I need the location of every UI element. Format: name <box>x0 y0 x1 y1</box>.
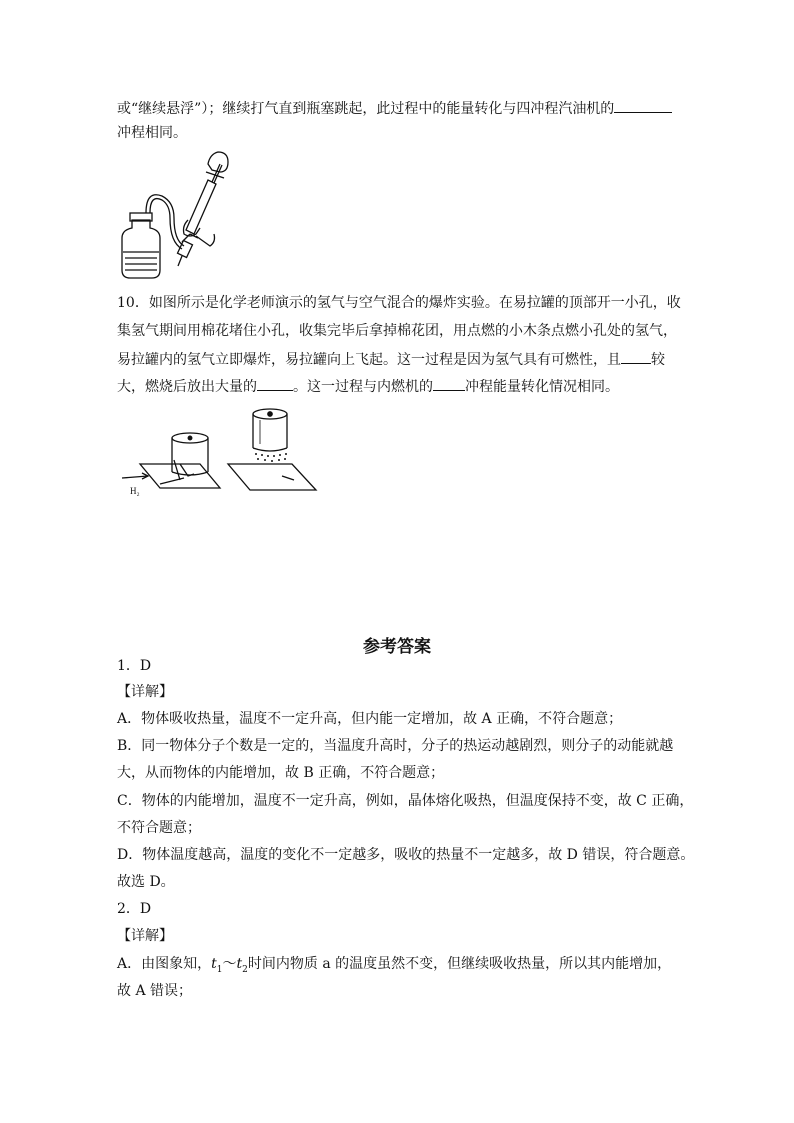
answer-text: ～ <box>222 956 237 972</box>
q10-line-2: 集氢气期间用棉花堵住小孔，收集完毕后拿掉棉花团，用点燃的小木条点燃小孔处的氢气， <box>117 323 677 339</box>
can-explosion-figure <box>120 404 320 496</box>
q10-line-4 <box>117 376 619 396</box>
q10-text: 较 <box>651 352 665 368</box>
answer-text: A．由图象知， <box>117 956 212 972</box>
q10-text: 大，燃烧后放出大量的 <box>117 379 257 395</box>
q10-line-3 <box>117 349 665 369</box>
h2-label: H₂ <box>130 486 140 496</box>
q10-line-1: 10．如图所示是化学老师演示的氢气与空气混合的爆炸实验。在易拉罐的顶部开一小孔，收 <box>117 295 681 311</box>
answer-1-detail-label: 【详解】 <box>117 684 173 700</box>
variable-t1: t <box>211 956 217 972</box>
answer-1-option-a: A．物体吸收热量，温度不一定升高，但内能一定增加，故 A 正确，不符合题意； <box>117 711 623 727</box>
q10-text: 冲程能量转化情况相同。 <box>465 379 619 395</box>
answer-1-option-c-2: 不符合题意； <box>117 820 201 836</box>
answer-blank <box>433 376 465 391</box>
answer-2-number: 2．D <box>117 901 152 917</box>
answer-2-detail-label: 【详解】 <box>117 928 173 944</box>
answer-blank <box>257 376 293 391</box>
q10-text: 易拉罐内的氢气立即爆炸，易拉罐向上飞起。这一过程是因为氢气具有可燃性，且 <box>117 352 621 368</box>
q9-line-1 <box>117 98 672 118</box>
answer-1-number: 1．D <box>117 658 152 674</box>
answer-blank <box>621 349 651 364</box>
answer-blank <box>614 98 672 113</box>
answer-1-option-c-1: C．物体的内能增加，温度不一定升高，例如，晶体熔化吸热，但温度保持不变，故 C 正确， <box>117 793 694 809</box>
variable-t2: t <box>236 956 243 972</box>
answer-1-option-d-1: D．物体温度越高，温度的变化不一定越多，吸收的热量不一定越多，故 D 错误，符合题意。 <box>117 847 695 863</box>
answer-2-option-a-2: 故 A 错误； <box>117 983 193 999</box>
q10-text: 。这一过程与内燃机的 <box>293 379 433 395</box>
answers-title: 参考答案 <box>363 637 431 657</box>
q9-text: 或“继续悬浮”）；继续打气直到瓶塞跳起，此过程中的能量转化与四冲程汽油机的 <box>117 101 615 117</box>
subscript: 2 <box>242 964 248 975</box>
answer-1-option-d-2: 故选 D。 <box>117 874 175 890</box>
answer-text: 时间内物质 a 的温度虽然不变，但继续吸收热量，所以其内能增加， <box>247 956 672 972</box>
answer-2-option-a-1 <box>117 955 671 979</box>
subscript: 1 <box>216 964 223 975</box>
answer-1-option-b-1: B．同一物体分子个数是一定的，当温度升高时，分子的热运动越剧烈，则分子的动能就越 <box>117 738 674 754</box>
q9-line-2: 冲程相同。 <box>117 125 187 141</box>
pump-bottle-figure <box>112 150 232 282</box>
answer-1-option-b-2: 大，从而物体的内能增加，故 B 正确，不符合题意； <box>117 765 445 781</box>
